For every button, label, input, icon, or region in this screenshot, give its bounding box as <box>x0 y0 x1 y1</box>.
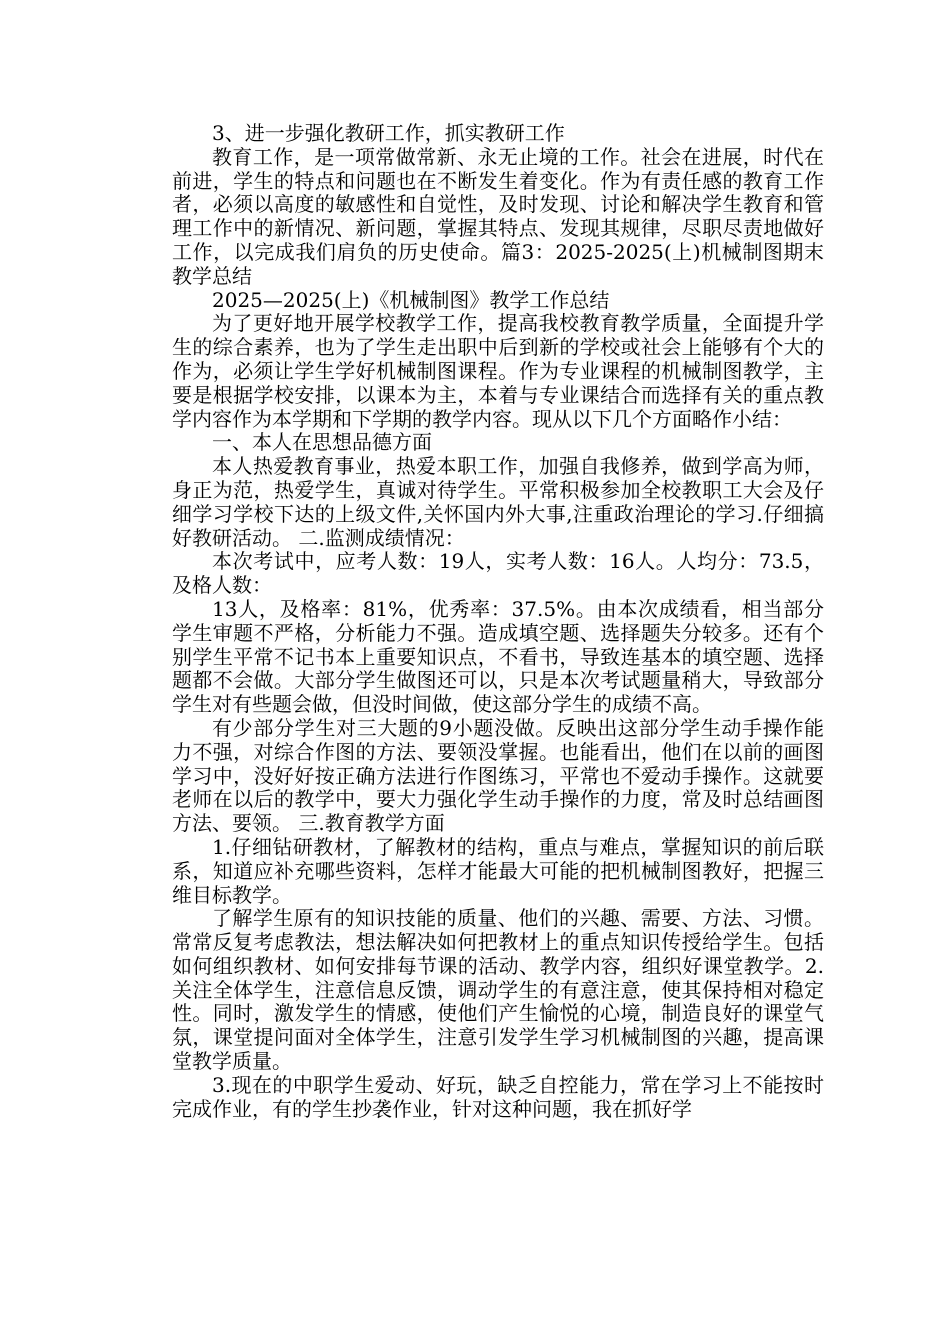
paragraph-education-work: 教育工作，是一项常做常新、永无止境的工作。社会在进展，时代在前进，学生的特点和问题也在不断发生着变化。作为有责任感的教育工作者，必须以高度的敏感性和自觉性，及时发现、讨论和解决学生教育和管理工作中的新情况、新问题，掌握其特点、发现其规律，尽职尽责地做好工作，以完成我们肩负的历史使命。篇3：2025-2025(上)机械制图期末教学总结 <box>172 144 824 288</box>
paragraph-exam-stats: 本次考试中，应考人数：19人，实考人数：16人。人均分：73.5，及格人数： <box>172 549 824 598</box>
section-heading-teaching-research: 3、进一步强化教研工作，抓实教研工作 <box>212 121 565 145</box>
document-page <box>172 122 824 1121</box>
paragraph-exam-analysis: 13人，及格率：81%，优秀率：37.5%。由本次成绩看，相当部分学生审题不严格，分析能力不强。造成填空题、选择题失分较多。还有个别学生平常不记书本上重要知识点，不看书，导致连基本的填空题、选择题都不会做。大部分学生做图还可以，只是本次考试题量稍大，导致部分学生对有些题会做，但没时间做，使这部分学生的成绩不高。 <box>172 596 824 717</box>
paragraph-drawing-skills: 有少部分学生对三大题的9小题没做。反映出这部分学生动手操作能力不强，对综合作图的方法、要领没掌握。也能看出，他们在以前的画图学习中，没好好按正确方法进行作图练习，平常也不爱动手操作。这就要老师在以后的教学中，要大力强化学生动手操作的力度，常及时总结画图方法、要领。 三.教育教学方面 <box>172 715 824 836</box>
document-title: 2025—2025(上)《机械制图》教学工作总结 <box>212 287 610 312</box>
section-heading-ideology: 一、本人在思想品德方面 <box>212 430 432 455</box>
paragraph-introduction: 为了更好地开展学校教学工作，提高我校教育教学质量，全面提升学生的综合素养，也为了学生走出职中后到新的学校或社会上能够有个大的作为，必须让学生学好机械制图课程。作为专业课程的机械制图教学，主要是根据学校安排，以课本为主，本着与专业课结合而选择有关的重点教学内容作为本学期和下学期的教学内容。现从以下几个方面略作小结： <box>172 311 824 431</box>
paragraph-know-students: 了解学生原有的知识技能的质量、他们的兴趣、需要、方法、习惯。常常反复考虑教法，想法解决如何把教材上的重点知识传授给学生。包括如何组织教材、如何安排每节课的活动、教学内容，组织好课堂教学。2.关注全体学生，注意信息反馈，调动学生的有意注意，使其保持相对稳定性。同时，激发学生的情感，使他们产生愉悦的心境，制造良好的课堂气氛，课堂提问面对全体学生，注意引发学生学习机械制图的兴趣，提高课堂教学质量。 <box>172 906 824 1074</box>
paragraph-study-textbook: 1.仔细钻研教材，了解教材的结构，重点与难点，掌握知识的前后联系，知道应补充哪些资料，怎样才能最大可能的把机械制图教好，把握三维目标教学。 <box>172 834 824 907</box>
paragraph-self-control: 3.现在的中职学生爱动、好玩，缺乏自控能力，常在学习上不能按时完成作业，有的学生抄袭作业，针对这种问题，我在抓好学 <box>172 1072 824 1121</box>
paragraph-ideology: 本人热爱教育事业，热爱本职工作，加强自我修养，做到学高为师，身正为范，热爱学生，真诚对待学生。平常积极参加全校教职工大会及仔细学习学校下达的上级文件,关怀国内外大事,注重政治理论的学习.仔细搞好教研活动。 二.监测成绩情况： <box>172 454 824 550</box>
